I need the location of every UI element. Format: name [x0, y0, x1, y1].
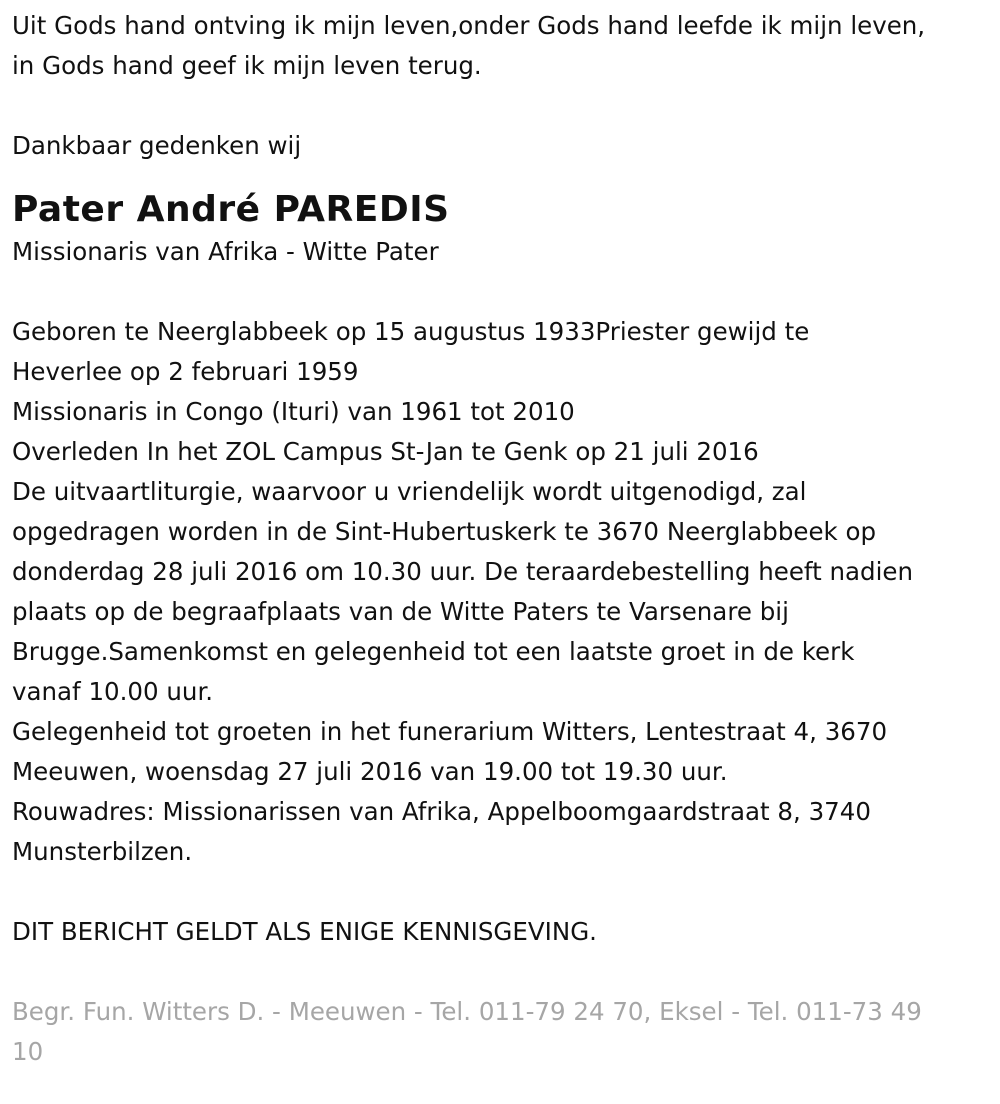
funeral-line-1: De uitvaartliturgie, waarvoor u vriendelijk wordt uitgenodigd, zal	[12, 477, 807, 506]
born-line-1: Geboren te Neerglabbeek op 15 augustus 1933Priester gewijd te	[12, 317, 810, 346]
born-line-2: Heverlee op 2 februari 1959	[12, 357, 359, 386]
intro-text: Dankbaar gedenken wij	[12, 131, 302, 160]
mission-line: Missionaris in Congo (Ituri) van 1961 tot 2010	[12, 397, 575, 426]
quote-line-2: in Gods hand geef ik mijn leven terug.	[12, 51, 482, 80]
died-line: Overleden In het ZOL Campus St-Jan te Genk op 21 juli 2016	[12, 437, 759, 466]
spacer	[12, 872, 988, 912]
deceased-title: Missionaris van Afrika - Witte Pater	[12, 237, 439, 266]
visitation-line-1: Gelegenheid tot groeten in het funerarium Witters, Lentestraat 4, 3670	[12, 717, 888, 746]
quote-line-1: Uit Gods hand ontving ik mijn leven,onder Gods hand leefde ik mijn leven,	[12, 11, 926, 40]
visitation-line-2: Meeuwen, woensdag 27 juli 2016 van 19.00 tot 19.30 uur.	[12, 757, 728, 786]
notice-text: DIT BERICHT GELDT ALS ENIGE KENNISGEVING.	[12, 917, 597, 946]
address-line-2: Munsterbilzen.	[12, 837, 193, 866]
funeral-line-3: donderdag 28 juli 2016 om 10.30 uur. De teraardebestelling heeft nadien	[12, 557, 913, 586]
funeral-line-6: vanaf 10.00 uur.	[12, 677, 214, 706]
spacer	[12, 86, 988, 126]
funeral-line-4: plaats op de begraafplaats van de Witte Paters te Varsenare bij	[12, 597, 789, 626]
funeral-home-line-2: 10	[12, 1037, 44, 1066]
funeral-line-5: Brugge.Samenkomst en gelegenheid tot een laatste groet in de kerk	[12, 637, 855, 666]
spacer	[12, 272, 988, 312]
spacer	[12, 952, 988, 992]
funeral-home-line-1: Begr. Fun. Witters D. - Meeuwen - Tel. 011-79 24 70, Eksel - Tel. 011-73 49	[12, 997, 922, 1026]
deceased-name: Pater André PAREDIS	[12, 189, 450, 230]
address-line-1: Rouwadres: Missionarissen van Afrika, Appelboomgaardstraat 8, 3740	[12, 797, 871, 826]
funeral-line-2: opgedragen worden in de Sint-Hubertuskerk te 3670 Neerglabbeek op	[12, 517, 877, 546]
